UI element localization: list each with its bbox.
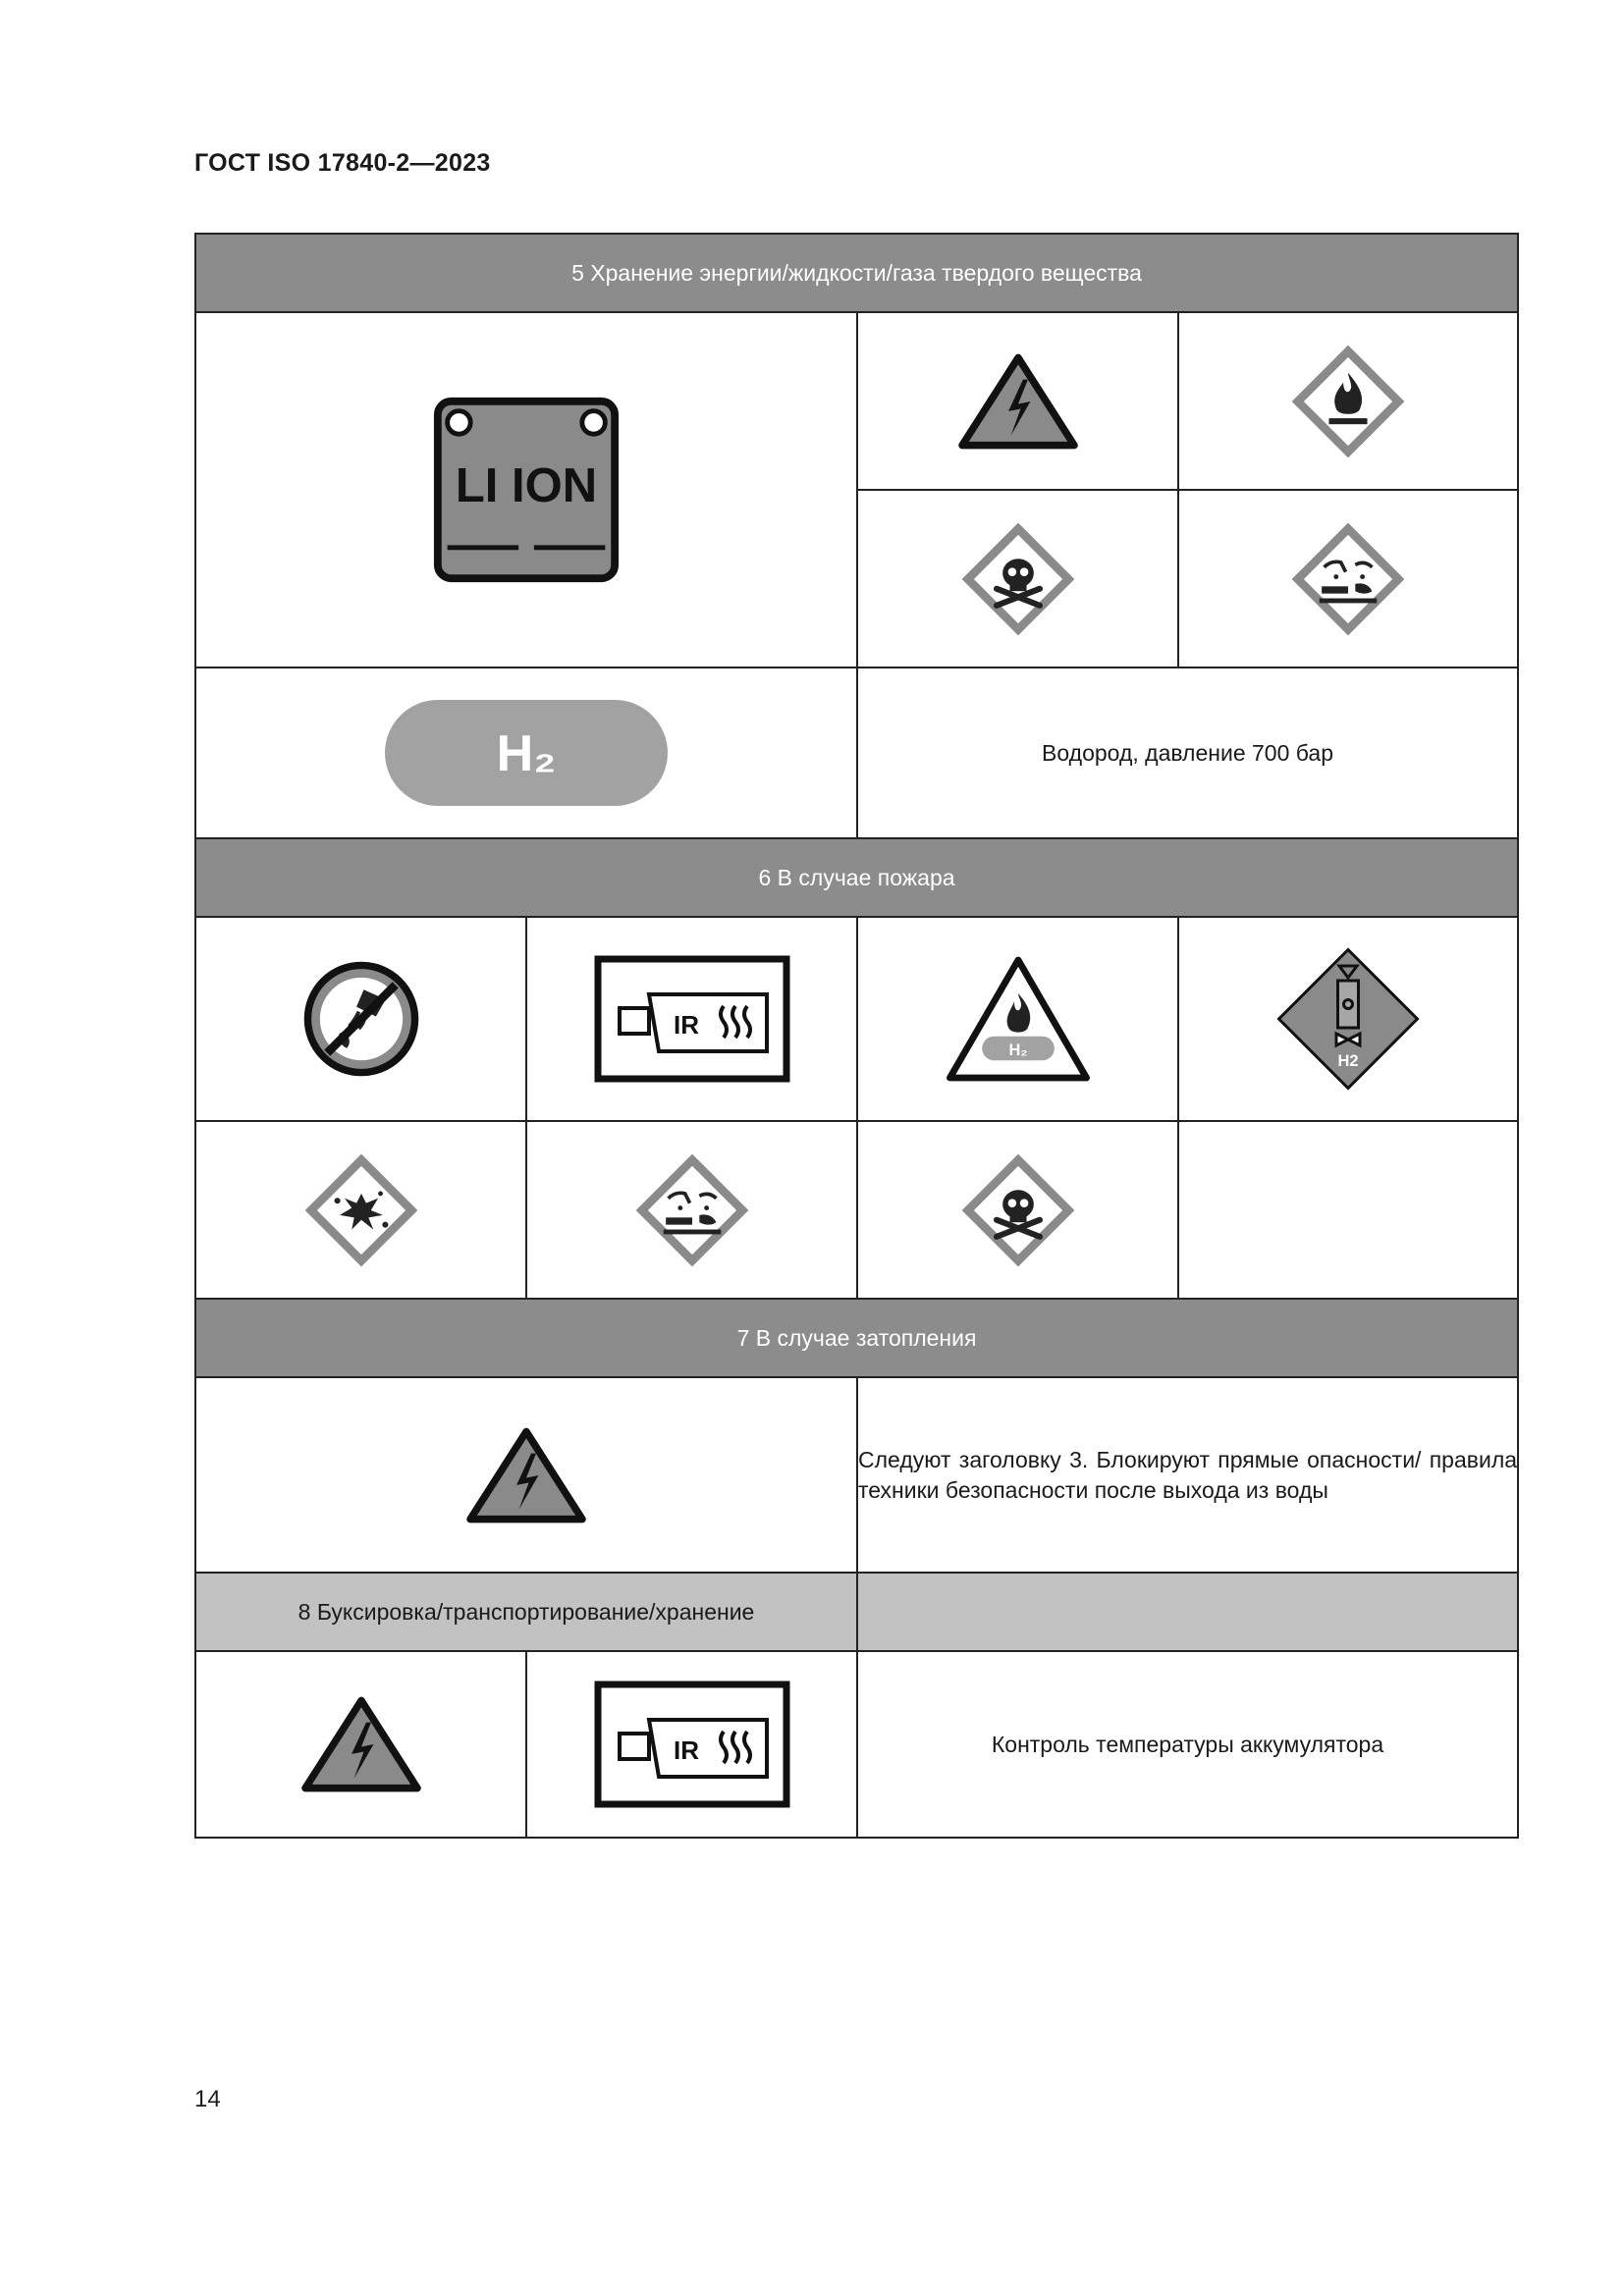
corrosive-icon (632, 1150, 752, 1270)
corrosive-icon (1288, 519, 1408, 639)
flood-electric-cell (195, 1377, 857, 1573)
h2-tank-diamond-cell (1178, 917, 1518, 1121)
explosive-cell (195, 1121, 526, 1299)
pictogram-table (194, 233, 1519, 1839)
toxic-skull-icon (958, 1150, 1078, 1270)
battery-cell (195, 312, 857, 667)
li-ion-battery-icon (430, 394, 623, 586)
section-5-title: 5 Хранение энергии/жидкости/газа твердого вещества (195, 234, 1518, 312)
section-5-header (195, 234, 1518, 312)
section-8-header-blank (857, 1573, 1518, 1651)
flammable-icon (1288, 342, 1408, 461)
hydrogen-tank-diamond-icon (1274, 945, 1422, 1093)
section-7-header (195, 1299, 1518, 1377)
h2-label-cell (195, 667, 857, 838)
toxic-skull-icon (958, 519, 1078, 639)
page-number: 14 (194, 2086, 221, 2112)
empty-cell (1178, 1121, 1518, 1299)
section-8-title: 8 Буксировка/транспортирование/хранение (195, 1573, 857, 1651)
electric-hazard-icon (957, 350, 1079, 453)
section-6-header (195, 838, 1518, 917)
document-code: ГОСТ ISO 17840-2—2023 (194, 149, 491, 177)
section-6-title: 6 В случае пожара (195, 838, 1518, 917)
h2-badge-label: H₂ (496, 725, 557, 782)
ir-thermal-camera-icon (594, 955, 790, 1083)
h2-description: Водород, давление 700 бар (857, 667, 1518, 838)
tow-electric-cell (195, 1651, 526, 1838)
electric-hazard-cell (857, 312, 1178, 490)
electric-hazard-icon (300, 1693, 422, 1795)
flood-instructions: Следуют заголовку 3. Блокируют прямые опасности/ правила техники безопасности после выхода из воды (857, 1377, 1518, 1573)
flammable-cell (1178, 312, 1518, 490)
ir-camera-cell (526, 917, 857, 1121)
h2-diamond-label: H2 (1337, 1052, 1359, 1070)
h2-flame-cell (857, 917, 1178, 1121)
section-8-header (195, 1573, 1518, 1651)
electric-hazard-icon (465, 1424, 587, 1526)
tow-ir-cell (526, 1651, 857, 1838)
ir-label: IR (673, 1010, 699, 1040)
corrosive-cell (1178, 490, 1518, 667)
explosive-icon (301, 1150, 421, 1270)
hydrogen-flame-warning-icon (945, 953, 1092, 1085)
battery-temp-note: Контроль температуры аккумулятора (857, 1651, 1518, 1838)
toxic-cell-2 (857, 1121, 1178, 1299)
corrosive-cell-2 (526, 1121, 857, 1299)
h2-badge-icon (381, 696, 672, 810)
ir-label: IR (673, 1735, 699, 1765)
battery-label: LI ION (455, 458, 598, 512)
no-water-extinguish-icon (300, 958, 422, 1080)
no-water-cell (195, 917, 526, 1121)
ir-thermal-camera-icon (594, 1681, 790, 1808)
toxic-cell (857, 490, 1178, 667)
h2-flame-label: H₂ (1007, 1041, 1028, 1059)
section-7-title: 7 В случае затопления (195, 1299, 1518, 1377)
